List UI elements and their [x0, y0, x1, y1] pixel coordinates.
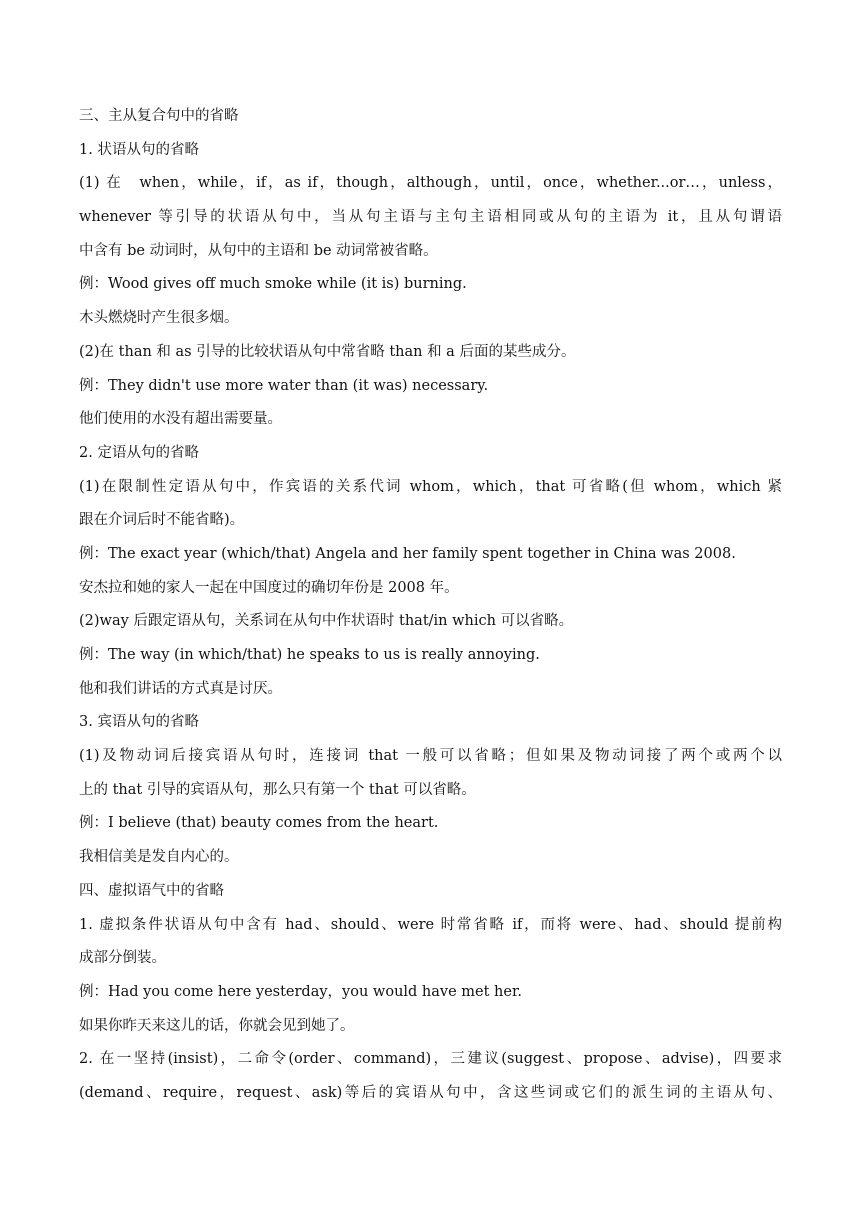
text-line: 我相信美是发自内心的。	[79, 849, 239, 866]
text-line: 2. 定语从句的省略	[79, 444, 199, 461]
text-line: 例：Had you come here yesterday，you would have met her.	[79, 983, 522, 1000]
text-line: whenever 等引导的状语从句中，当从句主语与主句主语相同或从句的主语为 it，且从句谓语	[79, 209, 782, 226]
text-line: 如果你昨天来这儿的话，你就会见到她了。	[79, 1017, 355, 1034]
text-line: 例：They didn't use more water than (it was) necessary.	[79, 377, 489, 394]
text-line: 2. 在一坚持(insist)，二命令(order、command)，三建议(suggest、propose、advise)，四要求	[79, 1051, 782, 1068]
text-line: 成部分倒装。	[79, 950, 166, 967]
text-line: 他和我们讲话的方式真是讨厌。	[79, 680, 282, 697]
document-body	[79, 100, 782, 1111]
text-line: 中含有 be 动词时，从句中的主语和 be 动词常被省略。	[79, 242, 438, 259]
text-line: 3. 宾语从句的省略	[79, 714, 199, 731]
text-line: 四、虚拟语气中的省略	[79, 882, 224, 899]
text-line: (2)way 后跟定语从句，关系词在从句中作状语时 that/in which 可以省略。	[79, 613, 574, 630]
text-line: 例：The exact year (which/that) Angela and her family spent together in China was 2008.	[79, 545, 736, 562]
text-line: 安杰拉和她的家人一起在中国度过的确切年份是 2008 年。	[79, 579, 459, 596]
text-line: 跟在介词后时不能省略)。	[79, 512, 245, 529]
text-line: 例：I believe (that) beauty comes from the heart.	[79, 815, 439, 832]
text-line: 木头燃烧时产生很多烟。	[79, 310, 239, 327]
text-line: (1) 在 when，while，if，as if，though，although，until，once，whether...or…，unless，	[79, 175, 782, 192]
text-line: 1. 状语从句的省略	[79, 141, 199, 158]
text-line: (2)在 than 和 as 引导的比较状语从句中常省略 than 和 a 后面的某些成分。	[79, 343, 576, 360]
text-line: 三、主从复合句中的省略	[79, 108, 239, 124]
text-line: (1)在限制性定语从句中，作宾语的关系代词 whom，which，that 可省略(但 whom，which 紧	[79, 478, 782, 495]
text-line: 例：Wood gives off much smoke while (it is) burning.	[79, 276, 467, 293]
text-line: (demand、require，request、ask)等后的宾语从句中，含这些词或它们的派生词的主语从句、	[79, 1084, 782, 1101]
text-line: (1)及物动词后接宾语从句时，连接词 that 一般可以省略；但如果及物动词接了两个或两个以	[79, 748, 782, 765]
text-line: 上的 that 引导的宾语从句，那么只有第一个 that 可以省略。	[79, 781, 476, 798]
text-line: 例：The way (in which/that) he speaks to us is really annoying.	[79, 647, 540, 663]
text-line: 1. 虚拟条件状语从句中含有 had、should、were 时常省略 if，而将 were、had、should 提前构	[79, 916, 782, 933]
text-line: 他们使用的水没有超出需要量。	[79, 411, 282, 428]
